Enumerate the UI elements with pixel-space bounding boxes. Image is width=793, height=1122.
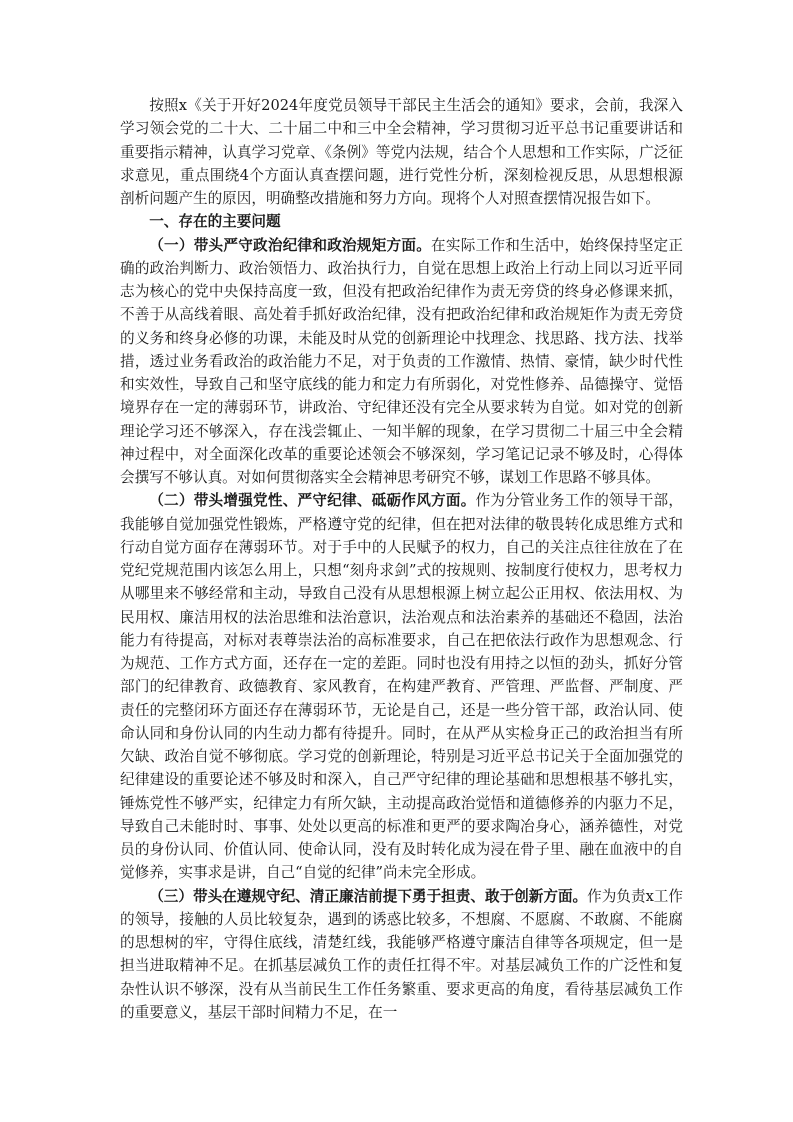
section-heading: 一、存在的主要问题 xyxy=(149,213,281,231)
document-page xyxy=(120,94,683,1024)
item-3-paragraph xyxy=(120,885,683,1025)
item-3-lead: （三）带头在遵规守纪、清正廉洁前提下勇于担责、敢于创新方面。 xyxy=(149,887,588,905)
item-1-paragraph xyxy=(120,234,683,490)
intro-paragraph: 按照x《关于开好2024年度党员领导干部民主生活会的通知》要求，会前，我深入学习领会党的二十大、二十届二中和三中全会精神，学习贯彻习近平总书记重要讲话和重要指示精神，认真学习党章、《条例》等党内法规，结合个人思想和工作实际，广泛征求意见，重点围绕4个方面认真查摆问题，进行党性分析，深刻检视反思，从思想根源剖析问题产生的原因，明确整改措施和努力方向。现将个人对照查摆情况报告如下。 xyxy=(120,97,683,207)
item-3-body: 作为负责x工作的领导，接触的人员比较复杂，遇到的诱惑比较多，不想腐、不愿腐、不敢腐、不能腐的思想树的牢，守得住底线，清楚红线，我能够严格遵守廉洁自律等各项规定，但一是担当进取精神不足。在抓基层减负工作的责任扛得不牢。对基层减负工作的广泛性和复杂性认识不够深，没有从当前民生工作任务繁重、要求更高的角度，看待基层减负工作的重要意义，基层干部时间精力不足，在一 xyxy=(120,887,683,1021)
item-2-paragraph xyxy=(120,489,683,884)
item-2-lead: （二）带头增强党性、严守纪律、砥砺作风方面。 xyxy=(149,492,476,510)
item-2-body: 作为分管业务工作的领导干部，我能够自觉加强党性锻炼，严格遵守党的纪律，但在把对法律的敬畏转化成思维方式和行动自觉方面存在薄弱环节。对于手中的人民赋予的权力，自己的关注点往往放在了在党纪党规范围内该怎么用上，只想“刻舟求剑”式的按规则、按制度行使权力，思考权力从哪里来不够经常和主动，导致自己没有从思想根源上树立起公正用权、依法用权、为民用权、廉洁用权的法治思维和法治意识，法治观点和法治素养的基础还不稳固，法治能力有待提高，对标对表尊崇法治的高标准要求，自己在把依法行政作为思想观念、行为规范、工作方式方面，还存在一定的差距。同时也没有用持之以恒的劲头，抓好分管部门的纪律教育、政德教育、家风教育，在构建严教育、严管理、严监督、严制度、严责任的完整闭环方面还存在薄弱环节，无论是自己，还是一些分管干部，政治认同、使命认同和身份认同的内生动力都有待提升。同时，在从严从实检身正己的政治担当有所欠缺、政治自觉不够彻底。学习党的创新理论，特别是习近平总书记关于全面加强党的纪律建设的重要论述不够及时和深入，自己严守纪律的理论基础和思想根基不够扎实，锤炼党性不够严实，纪律定力有所欠缺，主动提高政治觉悟和道德修养的内驱力不足，导致自己未能时时、事事、处处以更高的标准和更严的要求陶冶身心，涵养德性，对党员的身份认同、价值认同、使命认同，没有及时转化成为浸在骨子里、融在血液中的自觉修养，实事求是讲，自己“自觉的纪律”尚未完全形成。 xyxy=(120,492,683,882)
item-1-lead: （一）带头严守政治纪律和政治规矩方面。 xyxy=(149,236,432,254)
item-1-body: 在实际工作和生活中，始终保持坚定正确的政治判断力、政治领悟力、政治执行力，自觉在思想上政治上行动上同以习近平同志为核心的党中央保持高度一致，但没有把政治纪律作为责无旁贷的终身必修课来抓，不善于从高线着眼、高处着手抓好政治纪律，没有把政治纪律和政治规矩作为责无旁贷的义务和终身必修的功课，未能及时从党的创新理论中找理念、找思路、找方法、找举措，透过业务看政治的政治能力不足，对于负责的工作激情、热情、豪情，缺少时代性和实效性，导致自己和坚守底线的能力和定力有所弱化，对党性修养、品德操守、觉悟境界存在一定的薄弱环节，讲政治、守纪律还没有完全从要求转为自觉。如对党的创新理论学习还不够深入，存在浅尝辄止、一知半解的现象，在学习贯彻二十届三中全会精神过程中，对全面深化改革的重要论述领会不够深刻，学习笔记记录不够及时，心得体会撰写不够认真。对如何贯彻落实全会精神思考研究不够，谋划工作思路不够具体。 xyxy=(120,236,683,486)
